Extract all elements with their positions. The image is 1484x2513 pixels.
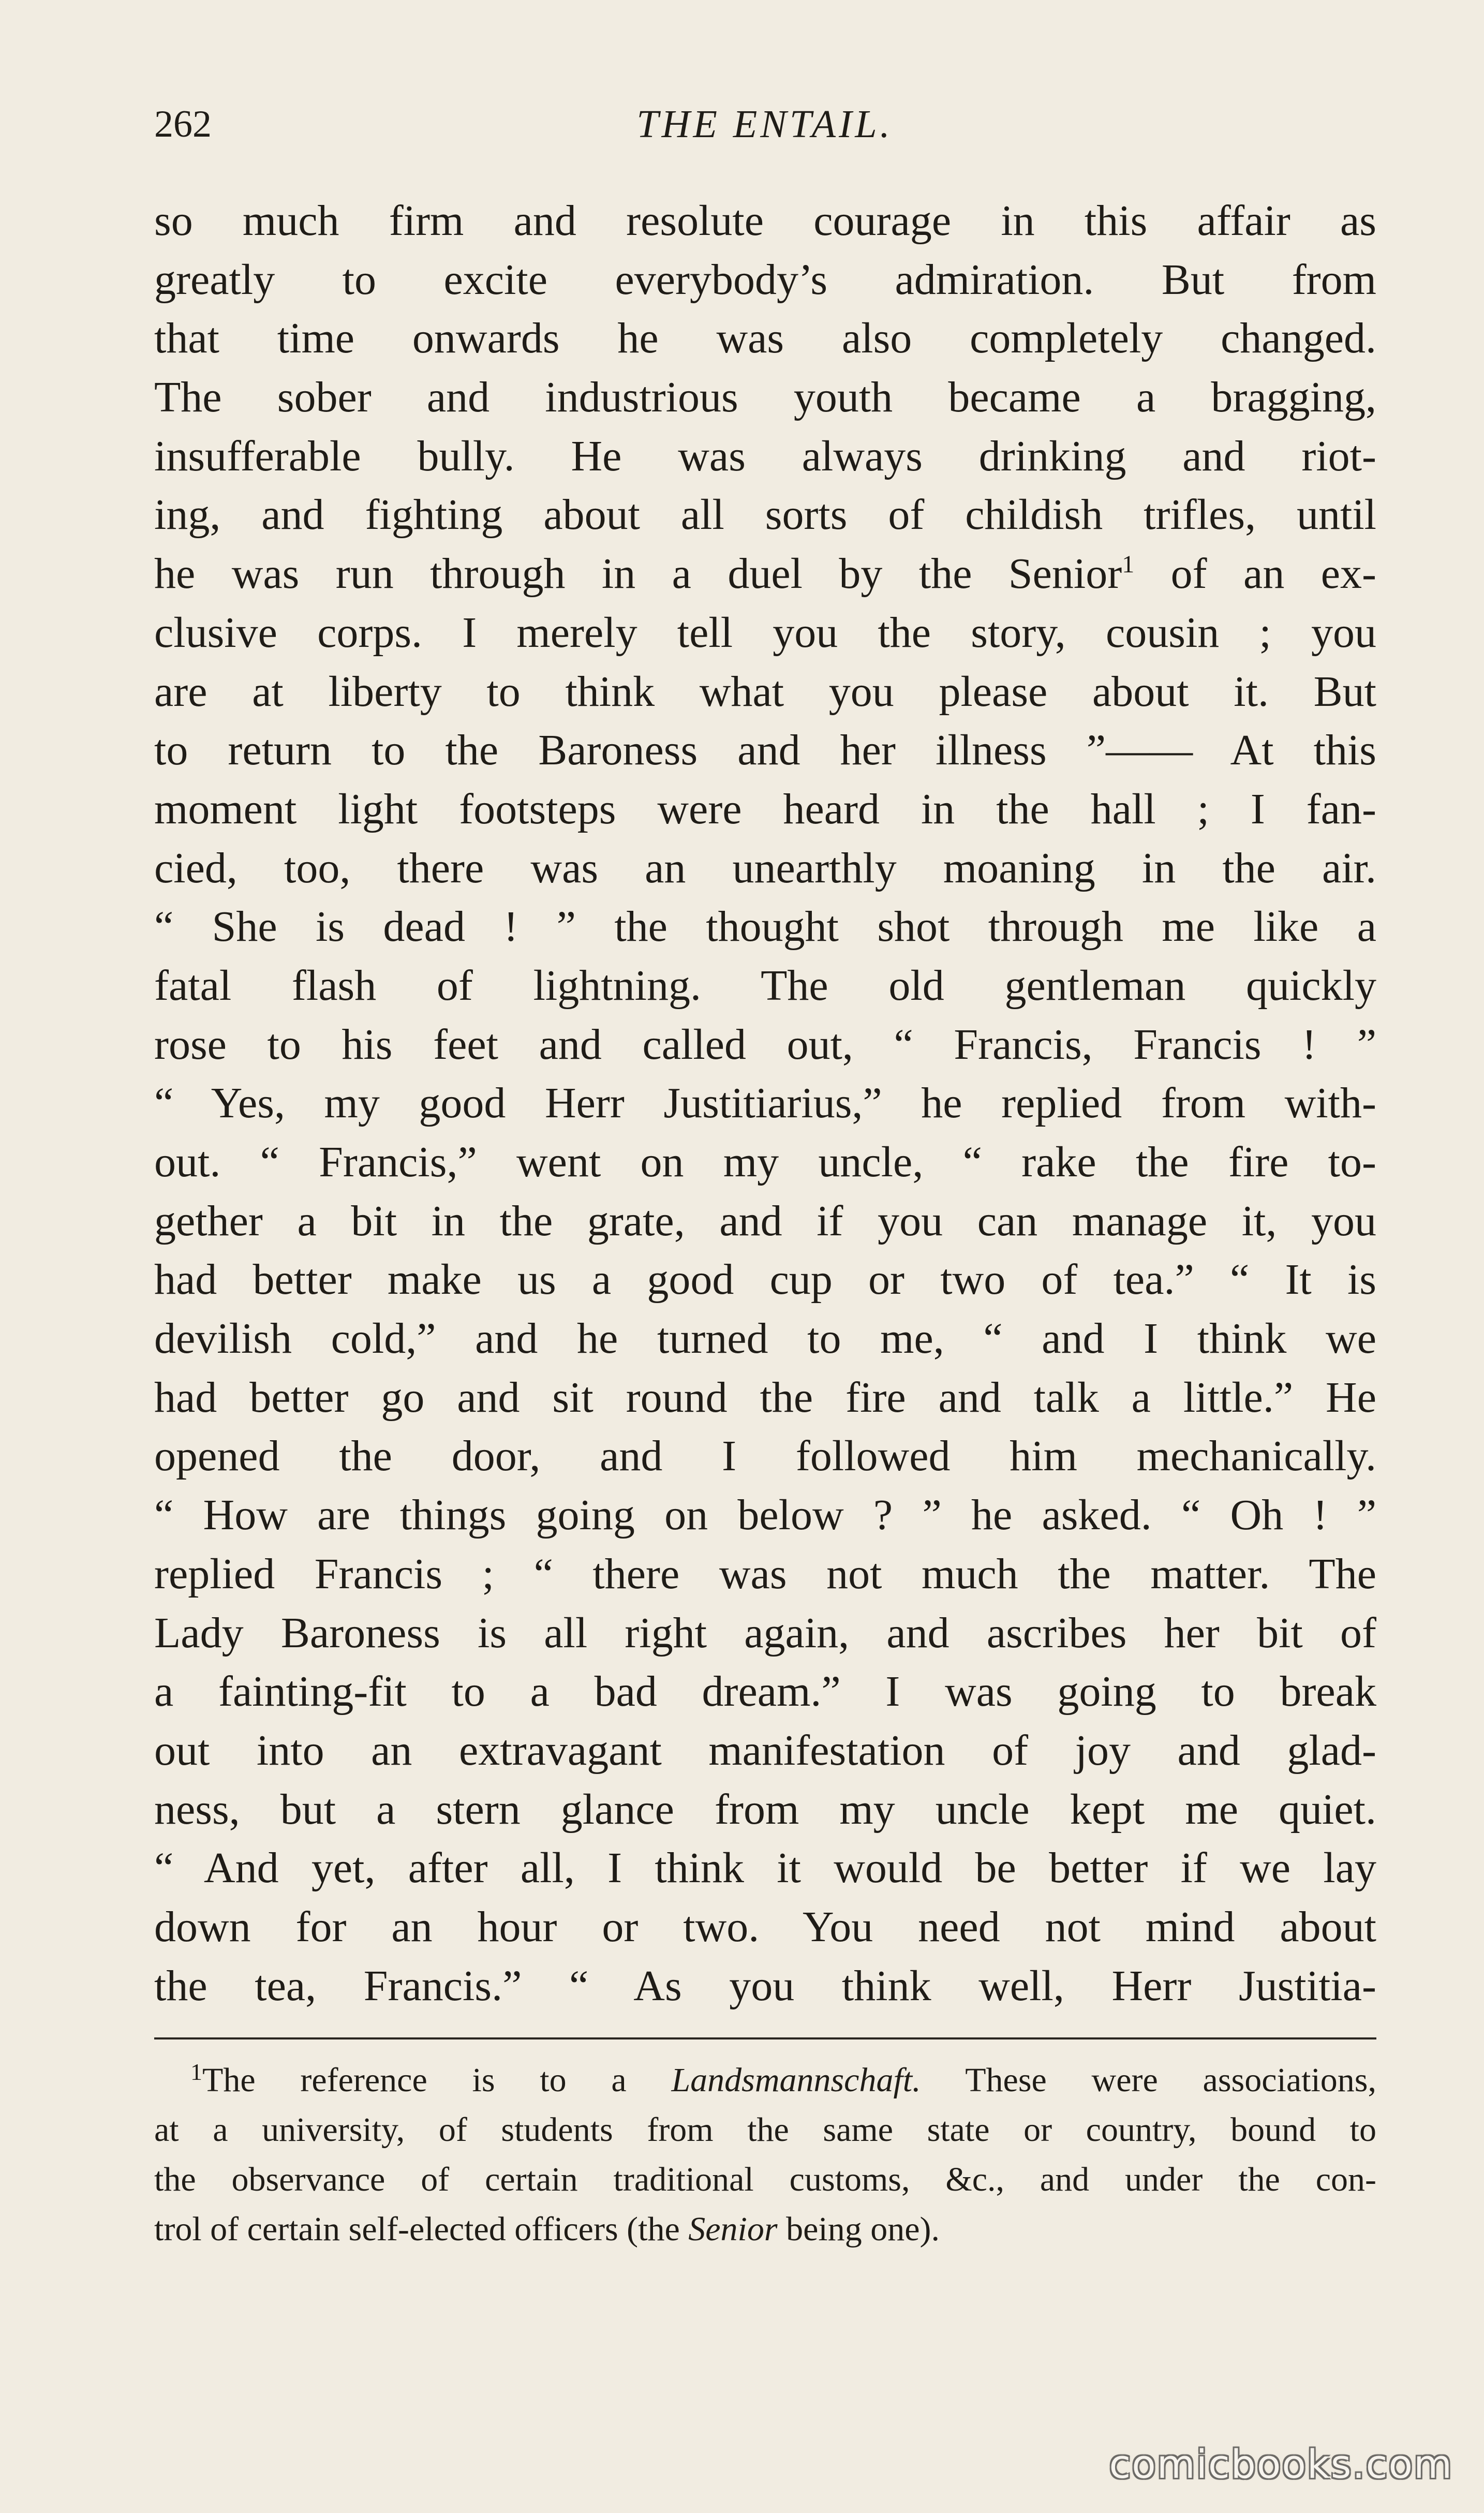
- text-line: ness, but a stern glance from my uncle kept me quiet.: [154, 1785, 1376, 1834]
- text-line: “ Yes, my good Herr Justitiarius,” he replied from with-: [154, 1079, 1376, 1128]
- text-line: opened the door, and I followed him mechanically.: [154, 1432, 1376, 1481]
- footnote-marker[interactable]: 1: [1122, 551, 1135, 579]
- text-line: fatal flash of lightning. The old gentleman quickly: [154, 961, 1376, 1010]
- text-line: The sober and industrious youth became a bragging,: [154, 373, 1376, 422]
- footnote-italic-term: Landsmannschaft.: [671, 2061, 921, 2099]
- text-segment: he was run through in a duel by the Senior: [154, 550, 1122, 598]
- body-text: [154, 191, 1376, 2015]
- text-line: “ She is dead ! ” the thought shot through me like a: [154, 903, 1376, 951]
- text-line: so much firm and resolute courage in this affair as: [154, 197, 1376, 245]
- text-line: insufferable bully. He was always drinking and riot-: [154, 432, 1376, 480]
- text-line: had better make us a good cup or two of tea.” “ It is: [154, 1255, 1376, 1304]
- text-line: rose to his feet and called out, “ Francis, Francis ! ”: [154, 1020, 1376, 1069]
- text-line: gether a bit in the grate, and if you can manage it, you: [154, 1196, 1376, 1245]
- text-line: moment light footsteps were heard in the hall ; I fan-: [154, 785, 1376, 833]
- text-line: that time onwards he was also completely changed.: [154, 314, 1376, 363]
- footnote-line: the observance of certain traditional customs, &c., and under the con-: [154, 2161, 1376, 2198]
- text-line: cied, too, there was an unearthly moaning in the air.: [154, 844, 1376, 892]
- footnote-italic-term: Senior: [688, 2210, 778, 2248]
- footnote-number: 1: [190, 2059, 202, 2085]
- text-segment: being one).: [777, 2210, 940, 2248]
- text-line: out. “ Francis,” went on my uncle, “ rake the fire to-: [154, 1138, 1376, 1186]
- text-line: “ And yet, after all, I think it would be better if we lay: [154, 1844, 1376, 1893]
- page-header: [154, 93, 1375, 155]
- page-number: 262: [154, 103, 212, 145]
- text-segment: of an ex-: [1134, 550, 1377, 598]
- footnote: [154, 2056, 1376, 2254]
- running-title: THE ENTAIL.: [636, 102, 893, 146]
- text-segment: These were associations,: [921, 2061, 1376, 2099]
- text-line: Lady Baroness is all right again, and ascribes her bit of: [154, 1608, 1376, 1657]
- text-line: are at liberty to think what you please about it. But: [154, 667, 1376, 716]
- text-line: ing, and fighting about all sorts of childish trifles, until: [154, 491, 1376, 539]
- text-line: “ How are things going on below ? ” he asked. “ Oh ! ”: [154, 1491, 1376, 1540]
- text-line: greatly to excite everybody’s admiration. But from: [154, 255, 1376, 304]
- text-line: had better go and sit round the fire and talk a little.” He: [154, 1373, 1376, 1422]
- footnote-line: at a university, of students from the same state or country, bound to: [154, 2111, 1376, 2149]
- text-line: a fainting-fit to a bad dream.” I was going to break: [154, 1667, 1376, 1716]
- text-line: devilish cold,” and he turned to me, “ and I think we: [154, 1314, 1376, 1363]
- text-line: clusive corps. I merely tell you the story, cousin ; you: [154, 608, 1376, 657]
- text-line: down for an hour or two. You need not mind about: [154, 1902, 1376, 1951]
- footnote-line: [154, 2205, 1376, 2254]
- text-line: to return to the Baroness and her illness ”—— At this: [154, 726, 1376, 775]
- text-segment: trol of certain self-elected officers (the: [154, 2210, 689, 2248]
- watermark: comicbooks.com: [1109, 2441, 1453, 2487]
- text-segment: The reference is to a: [202, 2061, 672, 2099]
- text-line: the tea, Francis.” “ As you think well, Herr Justitia-: [154, 1961, 1376, 2010]
- text-line: [154, 544, 1376, 603]
- footnote-rule: [154, 2037, 1376, 2039]
- text-line: out into an extravagant manifestation of joy and glad-: [154, 1726, 1376, 1775]
- footnote-line: [154, 2056, 1376, 2105]
- text-line: replied Francis ; “ there was not much the matter. The: [154, 1549, 1376, 1598]
